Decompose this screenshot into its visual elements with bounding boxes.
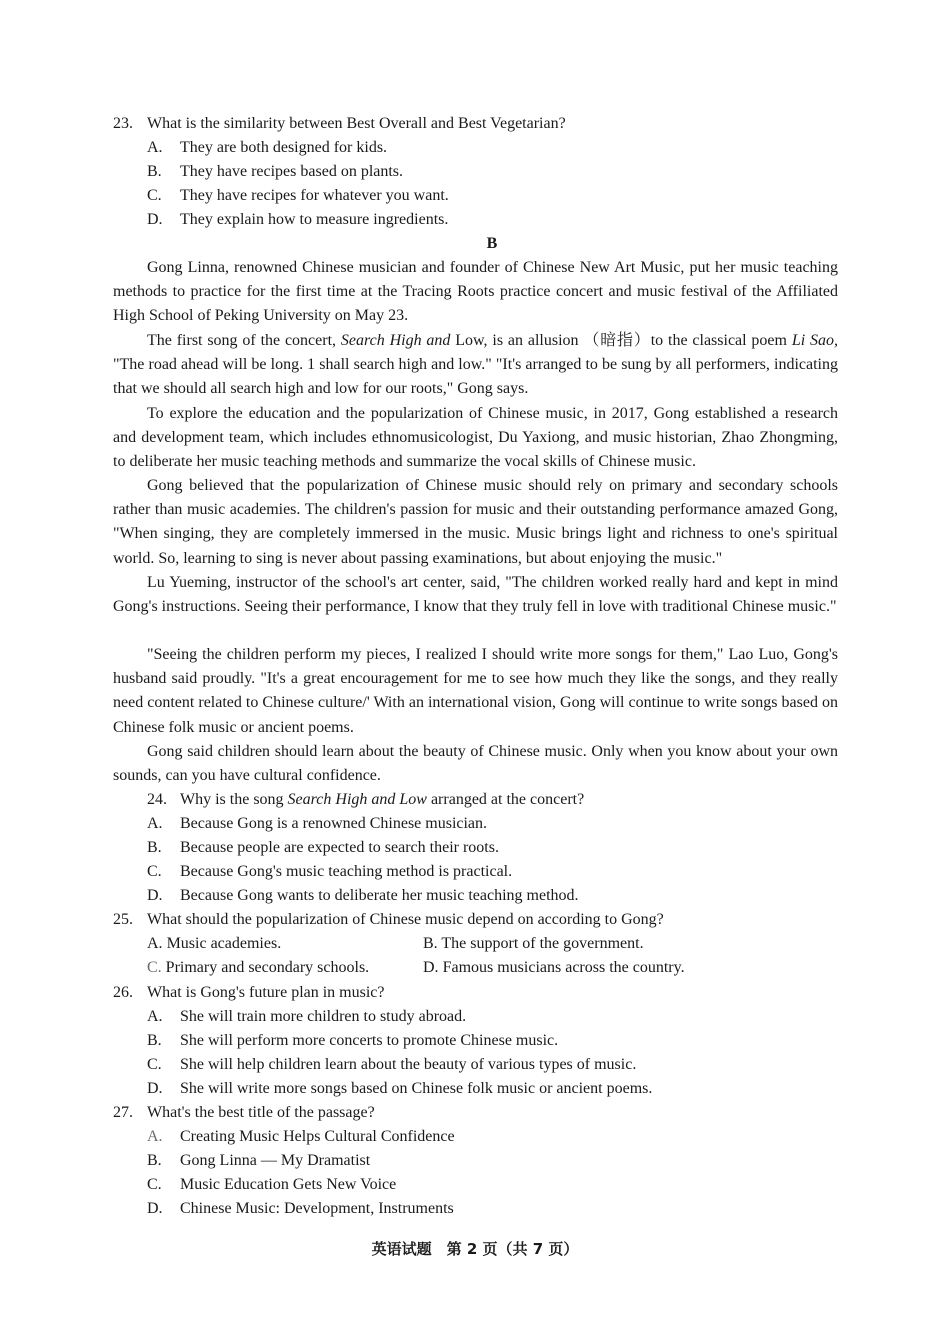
option-label: C. [147,1176,162,1193]
option-26-d[interactable] [147,1077,652,1101]
question-text: What is the similarity between Best Overall and Best Vegetarian? [147,115,566,132]
option-24-a[interactable] [147,812,487,836]
option-24-c[interactable] [147,860,512,884]
option-text: She will perform more concerts to promote Chinese music. [180,1032,559,1049]
option-25-c[interactable] [147,956,369,980]
option-text: She will help children learn about the beauty of various types of music. [180,1056,637,1073]
question-text: What's the best title of the passage? [147,1104,375,1121]
option-label: A. [147,1008,163,1025]
option-text: The support of the government. [441,935,644,952]
option-text: They have recipes for whatever you want. [180,187,449,204]
option-text: They are both designed for kids. [180,139,388,156]
option-23-a[interactable] [147,136,387,160]
option-26-c[interactable] [147,1053,636,1077]
option-27-a[interactable] [147,1125,455,1149]
question-number: 25. [113,911,133,928]
option-text: Music Education Gets New Voice [180,1176,397,1193]
option-text: Chinese Music: Development, Instruments [180,1200,454,1217]
option-text: Gong Linna — My Dramatist [180,1152,371,1169]
question-26-stem [113,981,385,1005]
option-label: D. [147,1080,163,1097]
option-text: Creating Music Helps Cultural Confidence [180,1128,455,1145]
option-label: B. [423,935,438,952]
option-23-c[interactable] [147,184,449,208]
option-label: D. [147,1200,163,1217]
option-text: She will write more songs based on Chinese folk music or ancient poems. [180,1080,653,1097]
option-label: B. [147,1152,162,1169]
passage-paragraph-3: To explore the education and the popularization of Chinese music, in 2017, Gong established a research and development team, which includes ethnomusicologist, Du Yaxiong, and music historian, Zhao Zhongming, to deliberate her music teaching methods and summarize the vocal skills of Chinese music. [113,405,838,471]
option-24-d[interactable] [147,884,579,908]
option-27-b[interactable] [147,1149,370,1173]
option-text: Primary and secondary schools. [165,959,370,976]
option-23-d[interactable] [147,208,448,232]
song-title: Search High and [340,332,451,349]
option-label: C. [147,959,162,976]
option-text: Because Gong wants to deliberate her music teaching method. [180,887,579,904]
page-footer: 英语试题 第 2 页（共 7 页） [371,1240,579,1258]
question-text: arranged at the concert? [426,791,585,808]
option-text: Music academies. [166,935,282,952]
option-text: Famous musicians across the country. [442,959,685,976]
song-title: Search High and Low [287,791,427,808]
question-number: 27. [113,1104,133,1121]
passage-paragraph-6: "Seeing the children perform my pieces, I realized I should write more songs for them," Lao Luo, Gong's husband said proudly. "It's a great encouragement for me to see how much they like the songs, and they really need content related to Chinese culture/' With an international vision, Gong will continue to write songs based on Chinese folk music or ancient poems. [113,646,838,736]
option-23-b[interactable] [147,160,403,184]
option-25-b[interactable] [423,932,644,956]
poem-title: Li Sao, [791,332,839,349]
question-text: What should the popularization of Chinese music depend on according to Gong? [147,911,664,928]
option-label: A. [147,1128,163,1145]
question-25-stem [113,908,664,932]
option-label: A. [147,935,163,952]
passage-paragraph-5: Lu Yueming, instructor of the school's art center, said, "The children worked really hard and kept in mind Gong's instructions. Seeing their performance, I know that they truly fell in love with traditional Chinese music." [113,574,838,616]
paragraph-text: "The road ahead will be long. 1 shall search high and low." "It's arranged to be sung by all performers, indicating that we should all search high and low for our roots," Gong says. [113,356,838,398]
option-text: They have recipes based on plants. [180,163,404,180]
option-text: They explain how to measure ingredients. [180,211,449,228]
option-label: B. [147,839,162,856]
question-text: Why is the song [180,791,288,808]
section-label: B [486,235,498,252]
option-26-b[interactable] [147,1029,558,1053]
option-label: A. [147,815,163,832]
option-label: C. [147,1056,162,1073]
question-number: 24. [147,791,167,808]
option-text: Because people are expected to search their roots. [180,839,499,856]
question-27-stem [113,1101,375,1125]
option-label: D. [147,887,163,904]
passage-paragraph-1: Gong Linna, renowned Chinese musician and founder of Chinese New Art Music, put her music teaching methods to practice for the first time at the Tracing Roots practice concert and music festival of the Affiliated High School of Peking University on May 23. [113,259,838,325]
option-26-a[interactable] [147,1005,466,1029]
question-24-stem [147,788,584,812]
question-number: 26. [113,984,133,1001]
option-label: A. [147,139,163,156]
option-text: She will train more children to study abroad. [180,1008,467,1025]
option-label: B. [147,1032,162,1049]
option-label: D. [423,959,439,976]
passage-paragraph-7: Gong said children should learn about the beauty of Chinese music. Only when you know about your own sounds, can you have cultural confidence. [113,743,838,785]
paragraph-text: The first song of the concert, [147,332,341,349]
question-23-stem [113,112,566,136]
option-label: C. [147,863,162,880]
passage-paragraph-4: Gong believed that the popularization of Chinese music should rely on primary and secondary schools rather than music academies. The children's passion for music and their outstanding performance amazed Gong, "When singing, they are completely immersed in the music. Music brings light and richness to one's spiritual world. So, learning to sing is never about passing examinations, but about enjoying the music." [113,477,838,567]
option-24-b[interactable] [147,836,499,860]
option-text: Because Gong's music teaching method is practical. [180,863,513,880]
option-27-d[interactable] [147,1197,454,1221]
option-label: C. [147,187,162,204]
option-label: B. [147,163,162,180]
option-25-d[interactable] [423,956,685,980]
option-text: Because Gong is a renowned Chinese musician. [180,815,488,832]
passage-paragraph-2 [113,329,838,402]
question-number: 23. [113,115,133,132]
paragraph-text: Low, is an allusion （暗指）to the classical poem [450,332,792,349]
option-27-c[interactable] [147,1173,396,1197]
option-25-a[interactable] [147,932,281,956]
question-text: What is Gong's future plan in music? [147,984,385,1001]
option-label: D. [147,211,163,228]
